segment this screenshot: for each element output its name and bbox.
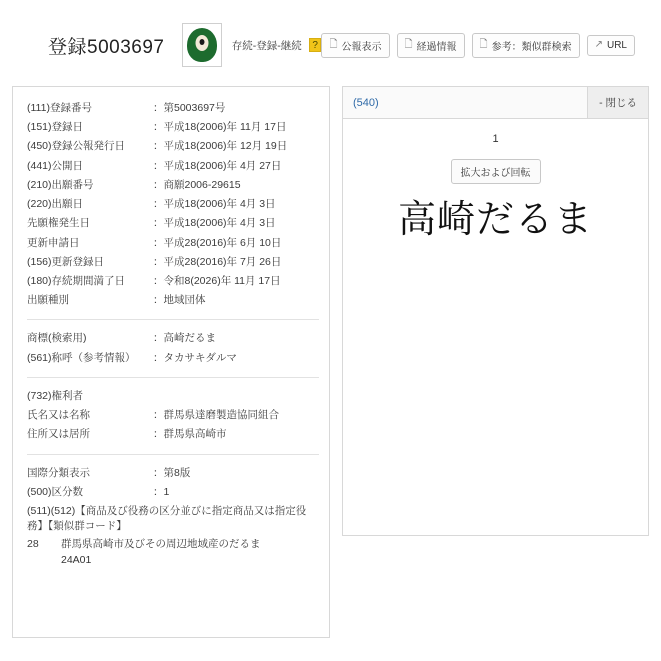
table-row <box>27 157 319 176</box>
row-label: 商標(検索用) <box>27 332 87 345</box>
row-label: (450)登録公報発行日 <box>27 140 126 153</box>
row-label: 住所又は居所 <box>27 428 90 441</box>
table-row <box>27 349 319 368</box>
similar-group-search-label: 参考：類似群検索 <box>491 41 572 53</box>
progress-info-label: 経過情報 <box>416 41 457 53</box>
row-value: 平成18(2006)年 12月 19日 <box>163 140 288 153</box>
divider <box>27 377 319 378</box>
mark-image-text: 高崎だるま <box>397 197 593 241</box>
url-button[interactable] <box>587 35 635 56</box>
row-value: 群馬県高崎市 <box>163 428 227 441</box>
bib-table-group4 <box>27 464 319 502</box>
row-value: 第8版 <box>163 466 191 479</box>
zoom-rotate-button[interactable]: 拡大および回転 <box>451 159 541 184</box>
row-value: 平成28(2016)年 7月 26日 <box>163 255 282 268</box>
mark-pane-body <box>343 119 648 535</box>
divider <box>27 319 319 320</box>
document-icon: 🗋 <box>479 39 488 50</box>
row-value: 平成18(2006)年 11月 17日 <box>163 121 287 134</box>
table-row <box>27 176 319 195</box>
row-value: 平成18(2006)年 4月 3日 <box>163 198 276 211</box>
header-button-row <box>321 33 645 58</box>
row-value <box>164 387 320 406</box>
row-value: 商願2006-29615 <box>163 178 241 191</box>
page-title: 登録5003697 <box>48 36 165 58</box>
goods-class: 28 <box>27 538 39 551</box>
bib-table-group3 <box>27 387 319 445</box>
document-icon: 🗋 <box>329 39 338 50</box>
row-label: (210)出願番号 <box>27 178 94 191</box>
row-value: 平成18(2006)年 4月 3日 <box>163 217 276 230</box>
external-link-icon: ↗ <box>594 39 603 50</box>
row-colon: ： <box>153 274 164 287</box>
progress-info-button[interactable] <box>397 33 465 58</box>
row-colon: ： <box>153 236 164 249</box>
mark-pane-header <box>343 87 648 119</box>
mark-field-code: (540) <box>353 96 379 109</box>
goods-heading: (511)(512)【商品及び役務の区分並びに指定商品又は指定役務】【類似群コード】 <box>27 504 307 533</box>
table-row <box>27 406 319 425</box>
row-label: (180)存続期間満了日 <box>27 274 126 287</box>
row-value: 地域団体 <box>163 294 206 307</box>
row-colon <box>153 387 164 406</box>
table-row <box>27 195 319 214</box>
goods-text: 群馬県高崎市及びその周辺地域産のだるま <box>61 538 261 551</box>
row-colon: ： <box>153 159 164 172</box>
row-value: 平成28(2016)年 6月 10日 <box>163 236 282 249</box>
row-label: (156)更新登録日 <box>27 255 105 268</box>
goods-similar-code: 24A01 <box>61 554 92 567</box>
row-label: 出願種別 <box>27 294 69 307</box>
row-colon: ： <box>153 198 164 211</box>
content-panes <box>0 86 661 638</box>
table-row <box>27 329 319 348</box>
row-value: 平成18(2006)年 4月 27日 <box>163 159 282 172</box>
row-value: 1 <box>163 485 170 498</box>
table-row <box>27 234 319 253</box>
row-label: 国際分類表示 <box>27 466 90 479</box>
row-colon: ： <box>153 351 164 364</box>
status-badge: 存続-登録-継続 <box>231 39 302 52</box>
row-colon: ： <box>153 102 164 114</box>
row-colon: ： <box>153 428 164 441</box>
bib-table-group1 <box>27 99 319 310</box>
row-colon: ： <box>153 485 164 498</box>
table-row <box>27 253 319 272</box>
row-colon: ： <box>153 409 164 422</box>
row-label: 更新申請日 <box>27 236 80 249</box>
image-number: 1 <box>492 133 499 145</box>
table-row <box>27 425 319 444</box>
gazette-display-label: 公報表示 <box>341 41 382 53</box>
goods-services-block <box>27 504 319 566</box>
row-label: 先願権発生日 <box>27 217 90 230</box>
row-value: 群馬県達磨製造協同組合 <box>163 409 279 422</box>
row-colon: ： <box>153 466 164 479</box>
row-label: (500)区分数 <box>27 485 84 498</box>
table-row <box>27 464 319 483</box>
table-row <box>27 99 319 118</box>
row-label: (441)公開日 <box>27 159 84 172</box>
table-row <box>27 387 319 406</box>
table-row <box>27 291 319 310</box>
help-icon[interactable]: ? <box>309 38 322 52</box>
row-value: 令和8(2026)年 11月 17日 <box>163 274 281 287</box>
gazette-display-button[interactable] <box>321 33 389 58</box>
row-colon: ： <box>153 294 164 307</box>
row-label: (561)称呼（参考情報） <box>27 351 136 364</box>
row-colon: ： <box>153 255 164 268</box>
bib-table-group2 <box>27 329 319 367</box>
row-value: 第5003697号 <box>163 102 226 114</box>
mark-image-pane <box>342 86 649 536</box>
row-colon: ： <box>153 217 164 230</box>
mark-thumbnail[interactable] <box>182 23 221 67</box>
row-label: (732)権利者 <box>27 389 84 402</box>
row-label: (220)出願日 <box>27 198 84 211</box>
row-value: 高崎だるま <box>163 332 216 345</box>
row-value: タカサキダルマ <box>163 351 237 364</box>
url-label: URL <box>606 39 627 51</box>
row-colon: ： <box>153 332 164 345</box>
row-label: 氏名又は名称 <box>27 409 90 422</box>
daruma-figure-icon <box>187 28 217 62</box>
similar-group-search-button[interactable] <box>472 33 580 58</box>
row-colon: ： <box>153 140 164 153</box>
row-label: (111)登録番号 <box>27 102 92 114</box>
bibliographic-pane <box>12 86 330 638</box>
row-colon: ： <box>153 121 164 134</box>
table-row <box>27 118 319 137</box>
table-row <box>27 272 319 291</box>
goods-row <box>27 537 319 553</box>
divider <box>27 454 319 455</box>
document-icon: 🗋 <box>404 39 413 50</box>
row-label: (151)登録日 <box>27 121 84 134</box>
table-row <box>27 137 319 156</box>
table-row <box>27 214 319 233</box>
page-header <box>0 0 661 86</box>
table-row <box>27 483 319 502</box>
close-pane-button[interactable]: - 閉じる <box>587 87 648 118</box>
row-colon: ： <box>153 178 164 191</box>
